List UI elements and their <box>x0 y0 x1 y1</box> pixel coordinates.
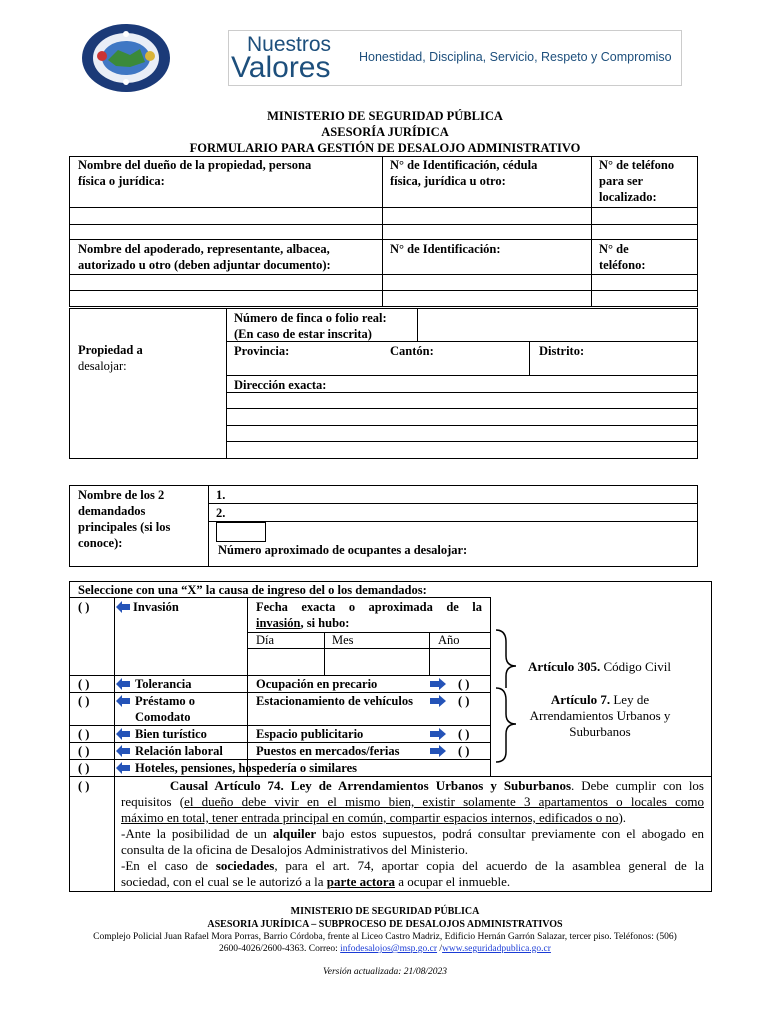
direccion-label: Dirección exacta: <box>234 378 327 392</box>
defendant-1[interactable]: 1. <box>216 488 226 502</box>
provincia-label: Provincia: <box>234 344 290 358</box>
causal-checkbox[interactable]: ( ) <box>78 779 90 793</box>
anio-field[interactable] <box>430 649 490 675</box>
occupants-count-field[interactable] <box>216 522 266 542</box>
footer-version: Versión actualizada: 21/08/2023 <box>322 967 448 977</box>
property-label: Propiedad a desalojar: <box>78 343 143 373</box>
bien-label: Bien turístico <box>135 727 207 741</box>
finca-field[interactable] <box>418 309 697 341</box>
prestamo-label: Préstamo o Comodato <box>135 694 196 724</box>
arrow-right-icon <box>430 745 446 757</box>
espacio-label: Espacio publicitario <box>256 727 364 741</box>
footer-contact: 2600-4026/2600-4363. Correo: infodesalojos@msp.go.cr /www.seguridadpublica.go.cr <box>219 944 551 954</box>
finca-label: Número de finca o folio real: (En caso de estar inscrita) <box>234 311 387 341</box>
hoteles-label: Hoteles, pensiones, hospedería o similares <box>135 761 357 775</box>
canton-label: Cantón: <box>390 344 434 358</box>
estacionamiento-label: Estacionamiento de vehículos <box>256 694 413 708</box>
estacionamiento-checkbox[interactable]: ( ) <box>458 694 470 708</box>
banner-valores: Valores <box>231 51 331 84</box>
arrow-left-icon <box>116 695 130 707</box>
ocupacion-label: Ocupación en precario <box>256 677 378 691</box>
puestos-label: Puestos en mercados/ferias <box>256 744 400 758</box>
title-form: FORMULARIO PARA GESTIÓN DE DESALOJO ADMINISTRATIVO <box>189 141 581 155</box>
mes-label: Mes <box>332 633 354 647</box>
ocupacion-checkbox[interactable]: ( ) <box>458 677 470 691</box>
title-ministry: MINISTERIO DE SEGURIDAD PÚBLICA <box>267 109 503 123</box>
anio-label: Año <box>438 633 460 647</box>
prestamo-checkbox[interactable]: ( ) <box>78 694 90 708</box>
arrow-right-icon <box>430 695 446 707</box>
owner-id-label: N° de Identificación, cédula física, jurídica u otro: <box>390 158 538 188</box>
bien-checkbox[interactable]: ( ) <box>78 727 90 741</box>
defendants-label: Nombre de los 2 demandados principales (si los conoce): <box>78 488 171 550</box>
owner-id-field[interactable] <box>383 208 591 239</box>
agent-id-field[interactable] <box>383 275 591 306</box>
laboral-label: Relación laboral <box>135 744 223 758</box>
art7-ref: Artículo 7. Ley de Arrendamientos Urbanos y Suburbanos <box>529 692 671 739</box>
defendant-2[interactable]: 2. <box>216 506 226 520</box>
agent-phone-field[interactable] <box>592 275 697 306</box>
arrow-left-icon <box>116 745 130 757</box>
dia-field[interactable] <box>248 649 324 675</box>
banner-values-list: Honestidad, Disciplina, Servicio, Respeto y Compromiso <box>359 50 672 64</box>
art305-ref: Artículo 305. Código Civil <box>528 659 672 674</box>
footer-ministry: MINISTERIO DE SEGURIDAD PÚBLICA <box>290 906 480 917</box>
invasion-checkbox[interactable]: ( ) <box>78 600 90 614</box>
laboral-checkbox[interactable]: ( ) <box>78 744 90 758</box>
owner-phone-field[interactable] <box>592 208 697 239</box>
agent-name-label: Nombre del apoderado, representante, albacea, autorizado u otro (deben adjuntar documento): <box>78 242 331 272</box>
footer-asesoria: ASESORIA JURÍDICA – SUBPROCESO DE DESALOJOS ADMINISTRATIVOS <box>207 919 563 930</box>
owner-phone-label: N° de teléfono para ser localizado: <box>599 158 675 204</box>
causal-text: Causal Artículo 74. Ley de Arrendamientos Urbanos y Suburbanos. Debe cumplir con los requisitos (el dueño debe vivir en el mismo bien, existir solamente 3 apartamentos o locales como máximo en total, tener entrada principal en común, compartir espacios internos, edificados o no). -Ante la posibilidad de un alquiler bajo estos supuestos, podrá consultar previamente con el abogado en consulta de la oficina de Desalojos Administrativos del Ministerio. -En el caso de sociedades, para el art. 74, aportar copia del acuerdo de la asamblea general de la sociedad, con el cual se le autorizó a la parte actora a ocupar el inmueble. <box>121 778 704 889</box>
cause-instruction: Seleccione con una “X” la causa de ingreso del o los demandados: <box>78 583 427 597</box>
dia-label: Día <box>256 633 275 647</box>
agent-id-label: N° de Identificación: <box>390 242 501 256</box>
arrow-left-icon <box>116 762 130 774</box>
email-link[interactable]: infodesalojos@msp.go.cr <box>340 944 438 954</box>
arrow-left-icon <box>116 678 130 690</box>
title-asesoria: ASESORÍA JURÍDICA <box>321 125 449 139</box>
arrow-right-icon <box>430 728 446 740</box>
agent-name-field[interactable] <box>70 275 382 306</box>
direccion-field[interactable] <box>227 393 697 458</box>
agent-phone-label: N° de teléfono: <box>599 242 646 272</box>
values-banner <box>228 30 682 86</box>
ministry-seal <box>78 22 174 94</box>
tolerancia-checkbox[interactable]: ( ) <box>78 677 90 691</box>
fecha-label: Fecha exacta o aproximada de la invasión, si hubo: <box>256 600 482 630</box>
arrow-left-icon <box>116 728 130 740</box>
owner-name-field[interactable] <box>70 208 382 239</box>
mes-field[interactable] <box>325 649 429 675</box>
occupants-label: Número aproximado de ocupantes a desalojar: <box>218 543 468 557</box>
tolerancia-label: Tolerancia <box>135 677 192 691</box>
puestos-checkbox[interactable]: ( ) <box>458 744 470 758</box>
owner-name-label: Nombre del dueño de la propiedad, persona física o jurídica: <box>78 158 312 188</box>
brace-icon <box>494 628 520 764</box>
arrow-right-icon <box>430 678 446 690</box>
arrow-left-icon <box>116 601 130 613</box>
footer-address: Complejo Policial Juan Rafael Mora Porras, Barrio Córdoba, frente al Liceo Castro Madriz, Edificio Hernán Garrón Salazar, tercer piso. Teléfonos: (506) <box>93 932 677 942</box>
hoteles-checkbox[interactable]: ( ) <box>78 761 90 775</box>
distrito-label: Distrito: <box>539 344 585 358</box>
espacio-checkbox[interactable]: ( ) <box>458 727 470 741</box>
invasion-label: Invasión <box>133 600 179 614</box>
banner-nuestros: Nuestros <box>247 33 332 56</box>
website-link[interactable]: www.seguridadpublica.go.cr <box>442 944 551 954</box>
